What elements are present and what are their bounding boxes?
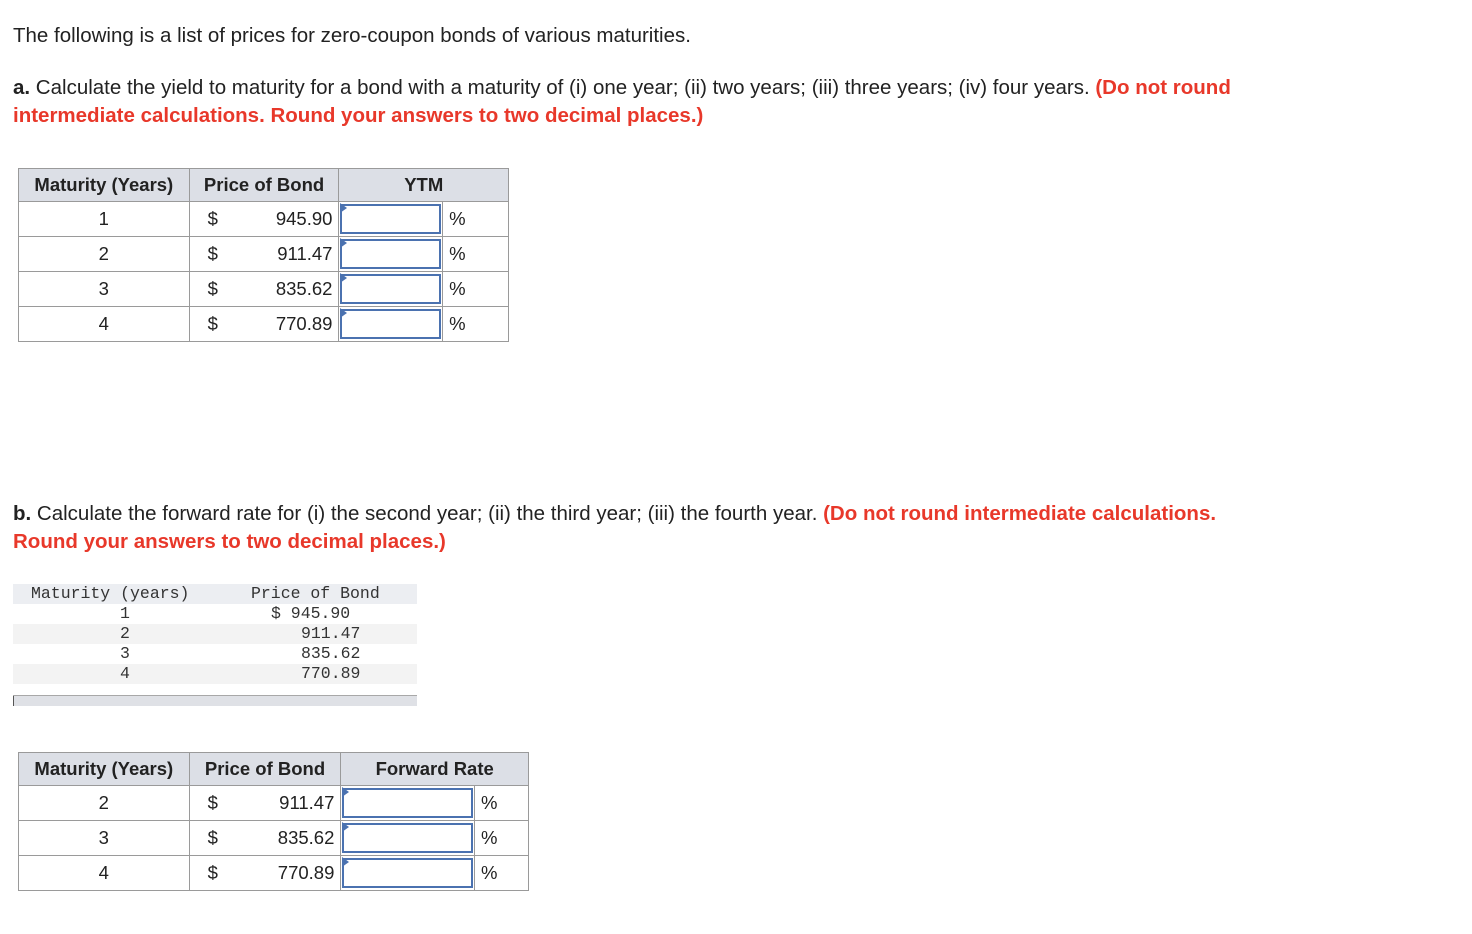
price-value: 770.89	[277, 862, 335, 883]
header-maturity: Maturity (Years)	[19, 753, 190, 786]
maturity-cell: 4	[19, 856, 190, 891]
flag-icon	[340, 273, 347, 283]
maturity-cell: 2	[19, 237, 190, 272]
currency-symbol: $	[207, 243, 218, 264]
part-b-text: Calculate the forward rate for (i) the second year; (ii) the third year; (iii) the fourth year.	[31, 502, 824, 525]
currency-symbol: $	[207, 827, 218, 848]
list-item	[13, 624, 417, 644]
price-value: 835.62	[277, 827, 335, 848]
intro-text: The following is a list of prices for zero-coupon bonds of various maturities.	[13, 24, 691, 47]
currency-symbol: $	[207, 862, 218, 883]
forward-rate-input-3[interactable]	[342, 823, 473, 853]
price-cell	[189, 821, 341, 856]
part-a-note-2: intermediate calculations. Round your answers to two decimal places.)	[13, 104, 704, 127]
price-value: 911.47	[279, 792, 335, 813]
reference-maturity: 4	[120, 664, 130, 683]
price-cell	[189, 237, 339, 272]
list-item	[13, 604, 417, 624]
reference-header	[13, 584, 417, 604]
reference-header-price: Price of Bond	[251, 584, 380, 603]
percent-sign: %	[475, 821, 529, 856]
table-row	[19, 272, 509, 307]
currency-symbol: $	[207, 792, 218, 813]
percent-sign: %	[475, 786, 529, 821]
scroll-marker	[13, 696, 14, 706]
part-b-note-2: Round your answers to two decimal places.)	[13, 530, 446, 553]
forward-input-cell	[341, 821, 475, 856]
list-item	[13, 664, 417, 684]
ytm-table-header	[19, 169, 509, 202]
table-row	[19, 821, 529, 856]
part-b-label: b.	[13, 502, 32, 525]
ytm-input-4[interactable]	[340, 309, 441, 339]
table-row	[19, 237, 509, 272]
maturity-cell: 4	[19, 307, 190, 342]
header-price: Price of Bond	[189, 169, 339, 202]
reference-price: $ 945.90	[271, 604, 351, 623]
table-row	[19, 786, 529, 821]
horizontal-scrollbar[interactable]	[13, 695, 417, 706]
ytm-input-cell	[339, 237, 443, 272]
list-item	[13, 644, 417, 664]
percent-sign: %	[443, 307, 509, 342]
table-row	[19, 856, 529, 891]
price-value: 770.89	[275, 313, 333, 334]
part-b-note-1: (Do not round intermediate calculations.	[823, 502, 1217, 525]
table-row	[19, 307, 509, 342]
price-value: 945.90	[275, 208, 333, 229]
flag-icon	[340, 308, 347, 318]
percent-sign: %	[443, 202, 509, 237]
flag-icon	[340, 203, 347, 213]
part-a-text: Calculate the yield to maturity for a bond with a maturity of (i) one year; (ii) two years; (iii) three years; (iv) four years.	[30, 76, 1096, 99]
forward-rate-table	[18, 752, 529, 891]
percent-sign: %	[443, 272, 509, 307]
price-cell	[189, 856, 341, 891]
percent-sign: %	[443, 237, 509, 272]
maturity-cell: 3	[19, 821, 190, 856]
ytm-input-2[interactable]	[340, 239, 441, 269]
reference-maturity: 3	[120, 644, 130, 663]
part-a-note-1: (Do not round	[1095, 76, 1231, 99]
reference-header-maturity: Maturity (years)	[31, 584, 190, 603]
header-price: Price of Bond	[189, 753, 341, 786]
reference-maturity: 2	[120, 624, 130, 643]
price-cell	[189, 307, 339, 342]
forward-rate-input-2[interactable]	[342, 788, 473, 818]
flag-icon	[340, 238, 347, 248]
table-row	[19, 202, 509, 237]
ytm-input-cell	[339, 202, 443, 237]
ytm-input-3[interactable]	[340, 274, 441, 304]
reference-price-list	[13, 584, 417, 684]
percent-sign: %	[475, 856, 529, 891]
price-cell	[189, 272, 339, 307]
part-b-question	[13, 500, 1216, 556]
maturity-cell: 3	[19, 272, 190, 307]
ytm-input-1[interactable]	[340, 204, 441, 234]
currency-symbol: $	[207, 278, 218, 299]
reference-price: 911.47	[301, 624, 361, 643]
currency-symbol: $	[207, 208, 218, 229]
flag-icon	[342, 787, 349, 797]
forward-table-header	[19, 753, 529, 786]
currency-symbol: $	[207, 313, 218, 334]
ytm-input-cell	[339, 272, 443, 307]
price-value: 911.47	[277, 243, 333, 264]
part-a-label: a.	[13, 76, 31, 99]
header-maturity: Maturity (Years)	[19, 169, 190, 202]
ytm-table	[18, 168, 509, 342]
forward-input-cell	[341, 786, 475, 821]
maturity-cell: 2	[19, 786, 190, 821]
flag-icon	[342, 822, 349, 832]
header-ytm: YTM	[339, 169, 509, 202]
price-cell	[189, 202, 339, 237]
flag-icon	[342, 857, 349, 867]
forward-input-cell	[341, 856, 475, 891]
maturity-cell: 1	[19, 202, 190, 237]
reference-maturity: 1	[120, 604, 130, 623]
ytm-input-cell	[339, 307, 443, 342]
price-value: 835.62	[275, 278, 333, 299]
forward-rate-input-4[interactable]	[342, 858, 473, 888]
header-forward-rate: Forward Rate	[341, 753, 529, 786]
reference-price: 770.89	[301, 664, 361, 683]
price-cell	[189, 786, 341, 821]
part-a-question	[13, 74, 1231, 130]
reference-price: 835.62	[301, 644, 361, 663]
